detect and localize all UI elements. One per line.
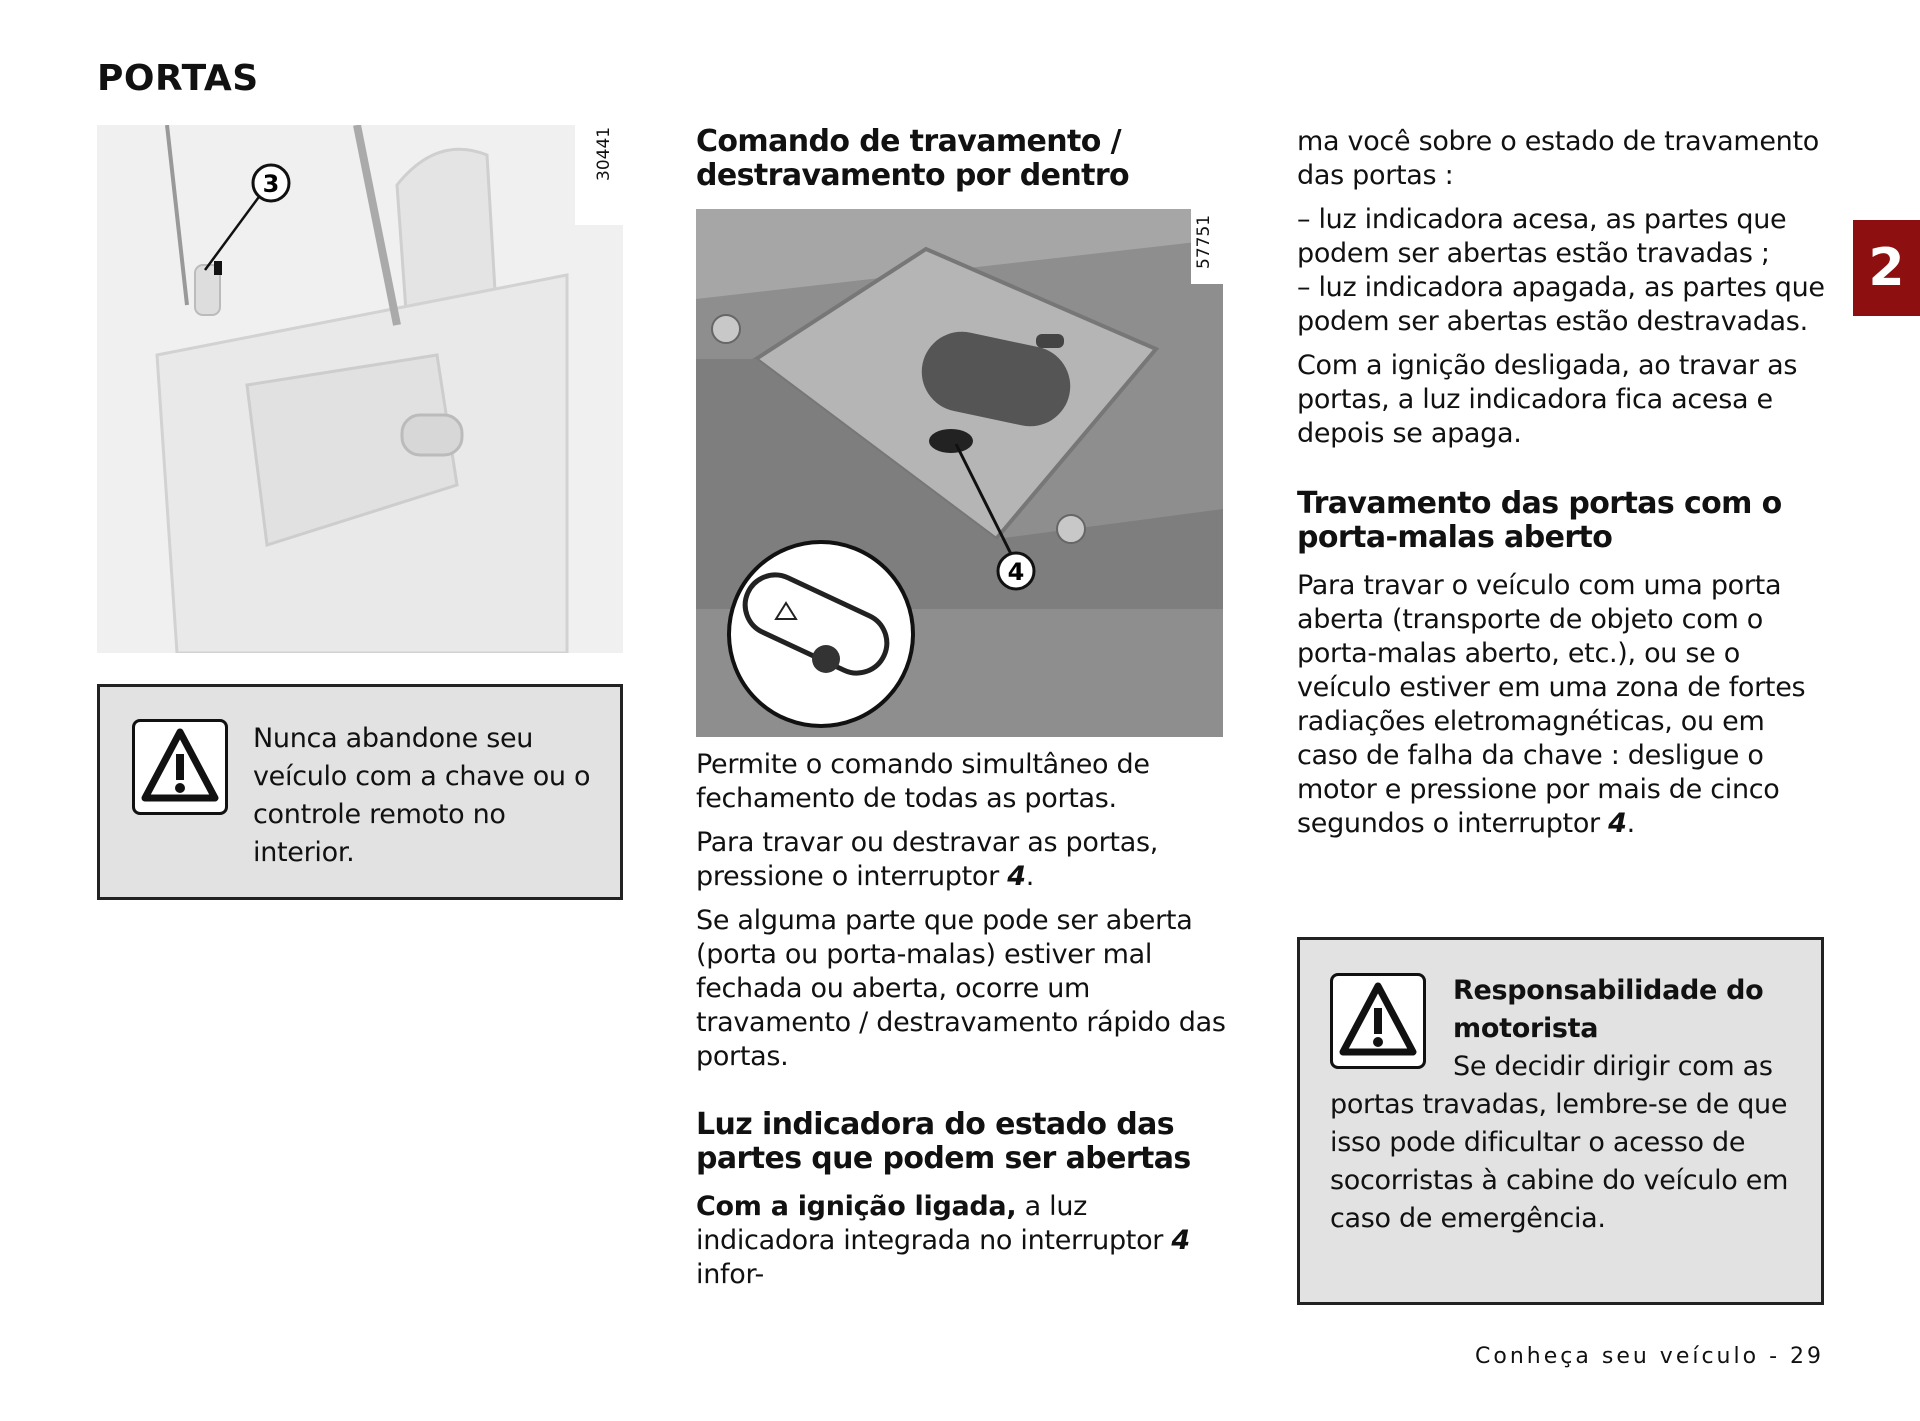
- door-illustration: [97, 125, 623, 653]
- paragraph: Permite o comando simultâneo de fechamento de todas as portas.: [696, 749, 1150, 814]
- section-heading: Travamento das portas com o porta-malas aberto: [1297, 486, 1782, 555]
- right-column: [1297, 125, 1832, 851]
- door-drawing: [97, 125, 623, 653]
- warning-title: Responsabilidade do motorista: [1453, 975, 1764, 1044]
- page-title: PORTAS: [97, 58, 259, 99]
- text: .: [1626, 808, 1635, 839]
- middle-column: [696, 125, 1226, 207]
- page-footer: Conheça seu veículo - 29: [1475, 1344, 1824, 1369]
- switch-illustration: [696, 209, 1223, 737]
- switch-reference: 4: [1608, 808, 1627, 839]
- paragraph: Com a ignição desligada, ao travar as portas, a luz indicadora fica acesa e depois se apaga.: [1297, 350, 1798, 449]
- section-heading: Luz indicadora do estado das partes que podem ser abertas: [696, 1107, 1191, 1176]
- paragraph: ma você sobre o estado de travamento das portas :: [1297, 126, 1819, 191]
- switch-drawing: [696, 209, 1223, 737]
- paragraph: [696, 826, 1226, 894]
- warning-box: [97, 684, 623, 900]
- chapter-tab: 2: [1853, 220, 1920, 316]
- warning-icon: [132, 719, 228, 815]
- figure-code: 57751: [1192, 209, 1216, 275]
- text: Para travar o veículo com uma porta aberta (transporte de objeto com o porta-malas aberto, etc.), ou se o veículo estiver em uma zona de fortes radiações eletromagnéticas, ou em caso de falha da chave : desligue o motor e pressione por mais de cinco segundos o interruptor: [1297, 570, 1806, 839]
- switch-reference: 4: [1007, 861, 1026, 892]
- figure-code: 30441: [592, 125, 616, 187]
- callout-4: 4: [1007, 558, 1025, 586]
- bold-text: Com a ignição ligada,: [696, 1191, 1017, 1222]
- text: .: [1025, 861, 1034, 892]
- bullet-item: – luz indicadora apagada, as partes que podem ser abertas estão destravadas.: [1297, 272, 1825, 337]
- paragraph: [696, 1190, 1226, 1292]
- callout-3: 3: [262, 170, 280, 198]
- text: infor-: [696, 1259, 764, 1290]
- paragraph: [1297, 569, 1832, 841]
- text: a luz indicadora integrada no interruptor: [696, 1191, 1172, 1256]
- section-heading: Comando de travamento / destravamento por dentro: [696, 124, 1130, 193]
- bullet-item: – luz indicadora acesa, as partes que podem ser abertas estão travadas ;: [1297, 204, 1787, 269]
- warning-text: Se decidir dirigir com as portas travadas, lembre-se de que isso pode dificultar o acesso de socorristas à cabine do veículo em caso de emergência.: [1330, 1051, 1789, 1234]
- middle-column-text: [696, 748, 1226, 1302]
- warning-text: Nunca abandone seu veículo com a chave ou o controle remoto no interior.: [253, 723, 591, 868]
- paragraph: Se alguma parte que pode ser aberta (porta ou porta-malas) estiver mal fechada ou aberta, ocorre um travamento / destravamento rápido das portas.: [696, 905, 1226, 1072]
- text: Para travar ou destravar as portas, pressione o interruptor: [696, 827, 1158, 892]
- driver-warning-box: [1297, 937, 1824, 1305]
- switch-reference: 4: [1171, 1225, 1190, 1256]
